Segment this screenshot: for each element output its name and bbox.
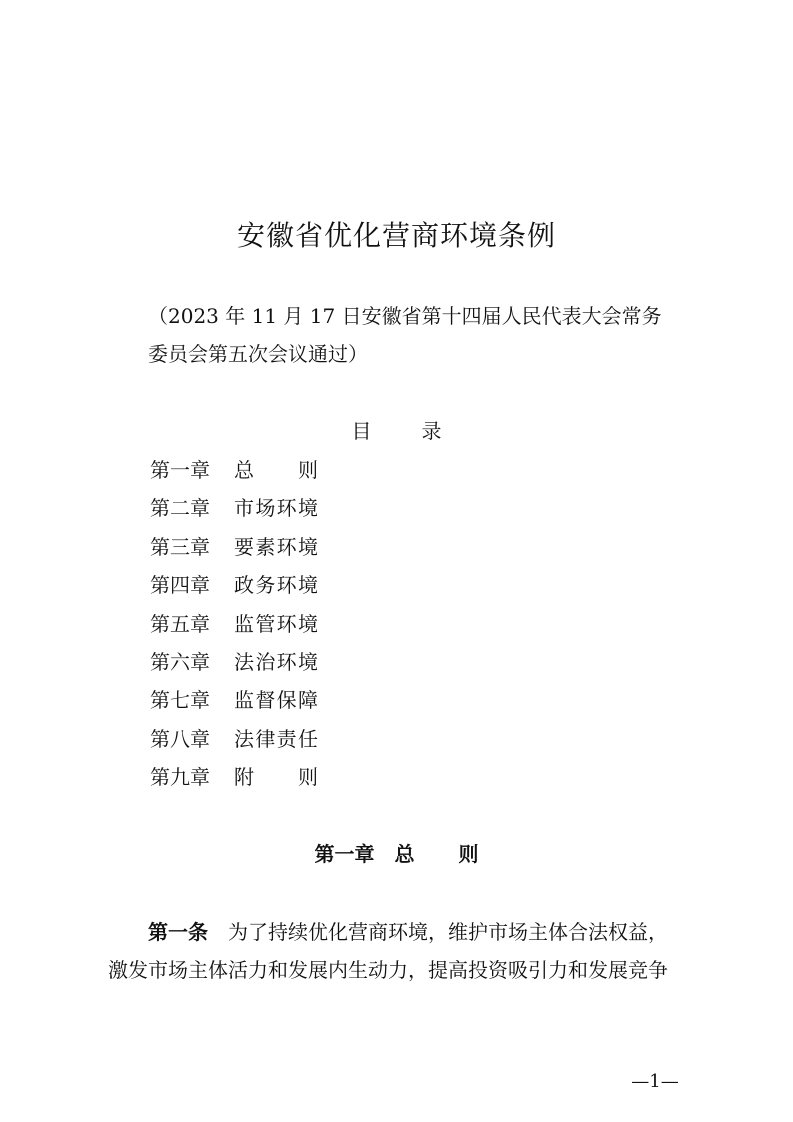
toc-item-name: 监管环境 (234, 611, 318, 636)
toc-item-name: 监督保障 (234, 688, 318, 713)
toc-item (150, 566, 550, 604)
toc-item (150, 489, 550, 527)
document-title: 安徽省优化营商环境条例 (236, 219, 556, 252)
toc-item-number: 第四章 (150, 573, 210, 598)
adoption-note-line-1: （2023 年 11 月 17 日安徽省第十四届人民代表大会常务 (148, 304, 662, 328)
toc-item-name: 附 则 (234, 765, 318, 790)
toc-item-number: 第八章 (150, 726, 210, 751)
toc-item (150, 643, 550, 681)
article-label: 第一条 (148, 920, 208, 944)
toc-item-number: 第六章 (150, 649, 210, 674)
page-number: —1— (631, 1071, 679, 1092)
toc-item-number: 第七章 (150, 688, 210, 713)
toc-heading-right: 录 (421, 419, 442, 443)
article-1 (108, 913, 698, 989)
toc-item-name: 法律责任 (234, 726, 318, 751)
toc-item (150, 681, 550, 719)
article-1-line-1 (108, 913, 698, 951)
table-of-contents (150, 451, 550, 797)
toc-item-number: 第二章 (150, 496, 210, 521)
toc-item-number: 第一章 (150, 458, 210, 482)
toc-item-name: 法治环境 (234, 649, 318, 674)
toc-item-name: 政务环境 (234, 573, 318, 598)
adoption-note (148, 297, 708, 373)
article-1-text-1: 为了持续优化营商环境，维护市场主体合法权益， (228, 920, 668, 944)
chapter-number: 第一章 (314, 842, 375, 866)
toc-item (150, 605, 550, 643)
chapter-heading (0, 838, 793, 870)
toc-item (150, 451, 550, 489)
toc-heading (0, 416, 793, 446)
toc-item (150, 720, 550, 758)
toc-item-number: 第五章 (150, 611, 210, 636)
toc-item-name: 市场环境 (234, 496, 318, 521)
toc-item-name: 要素环境 (234, 534, 318, 559)
toc-heading-left: 目 (351, 419, 372, 443)
chapter-name: 总 则 (394, 842, 479, 866)
adoption-note-line-2: 委员会第五次会议通过） (148, 342, 368, 366)
toc-item-number: 第三章 (150, 534, 210, 559)
toc-item-name: 总 则 (234, 458, 318, 482)
toc-item-number: 第九章 (150, 765, 210, 790)
toc-item (150, 528, 550, 566)
article-1-line-2: 激发市场主体活力和发展内生动力，提高投资吸引力和发展竞争 (108, 958, 668, 982)
toc-item (150, 758, 550, 796)
